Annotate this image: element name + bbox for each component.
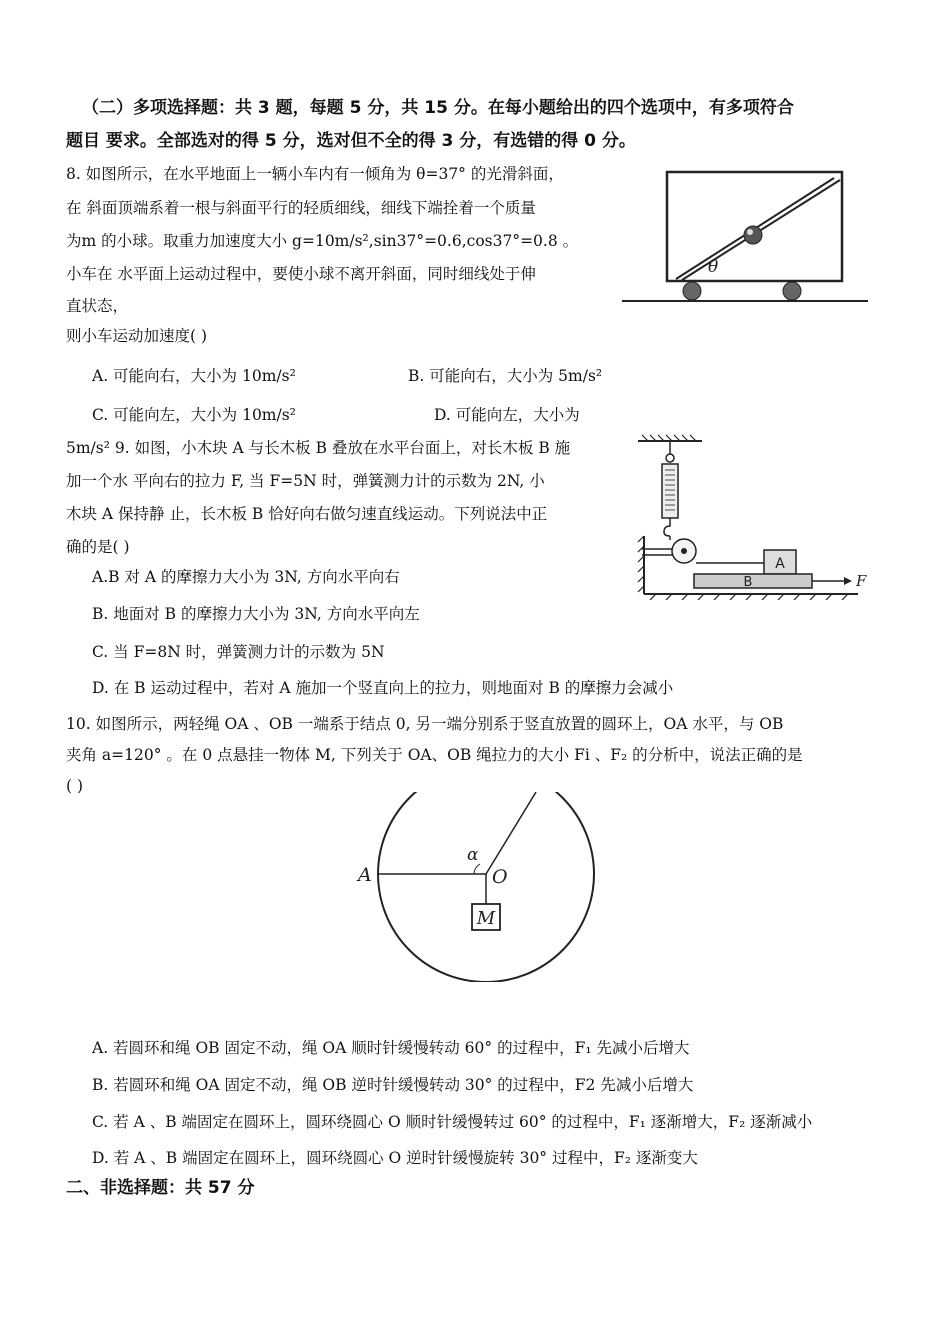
q8-stem-line3: 为m 的小球。取重力加速度大小 g=10m/s²,sin37°=0.6,cos37°=0.8 。 [66,232,579,250]
q9-stem-line2: 加一个水 平向右的拉力 F, 当 F=5N 时，弹簧测力计的示数为 2N, 小 [66,472,545,490]
q8-angle-label: θ [708,257,719,277]
q10-alpha-label: α [467,845,479,865]
q9-option-c: C. 当 F=8N 时，弹簧测力计的示数为 5N [92,643,385,661]
q9-stem-line3: 木块 A 保持静 止，长木板 B 恰好向右做匀速直线运动。下列说法中正 [66,505,548,523]
q10-option-d: D. 若 A 、B 端固定在圆环上，圆环绕圆心 O 逆时针缓慢旋转 30° 过程中，F₂ 逐渐变大 [92,1149,698,1167]
q10-mass-label: M [476,908,496,929]
q10-point-a-label: A [358,864,372,886]
q8-stem-line5: 直状态， [66,297,129,315]
q9-option-b: B. 地面对 B 的摩擦力大小为 3N, 方向水平向左 [92,605,420,623]
q10-point-o-label: O [492,866,508,888]
section-heading-line2: 题目 要求。全部选对的得 5 分，选对但不全的得 3 分，有选错的得 0 分。 [66,131,636,151]
q9-block-a-label: A [775,556,785,572]
q10-stem-line3: ( ) [66,777,84,795]
q8-stem-line6: 则小车运动加速度( ) [66,327,208,345]
q9-stem-line1: 5m/s² 9. 如图，小木块 A 与长木板 B 叠放在水平台面上，对长木板 B 施 [66,439,571,457]
q9-board-b-label: B [743,575,753,590]
q9-option-a: A.B 对 A 的摩擦力大小为 3N, 方向水平向右 [92,568,400,586]
q8-option-d: D. 可能向左，大小为 [434,406,580,424]
q9-stem-line4: 确的是( ) [66,538,130,556]
part2-heading: 二、非选择题：共 57 分 [66,1178,255,1198]
q10-option-c: C. 若 A 、B 端固定在圆环上，圆环绕圆心 O 顺时针缓慢转过 60° 的过程中，F₁ 逐渐增大，F₂ 逐渐减小 [92,1113,813,1131]
q9-spring-figure [636,434,872,600]
q9-force-label: F [856,572,867,590]
q8-stem-line4: 小车在 水平面上运动过程中，要使小球不离开斜面，同时细线处于伸 [66,265,536,283]
q8-stem-line1: 8. 如图所示，在水平地面上一辆小车内有一倾角为 θ=37° 的光滑斜面， [66,165,564,183]
section-heading-line1: （二）多项选择题：共 3 题，每题 5 分，共 15 分。在每小题给出的四个选项中，有多项符合 [82,98,794,118]
q10-stem-line2: 夹角 a=120° 。在 0 点悬挂一物体 M, 下列关于 OA、OB 绳拉力的大小 Fi 、F₂ 的分析中，说法正确的是 [66,746,803,764]
q8-option-a: A. 可能向右，大小为 10m/s² [92,367,296,385]
q8-cart-figure [620,168,870,308]
q10-option-a: A. 若圆环和绳 OB 固定不动，绳 OA 顺时针缓慢转动 60° 的过程中，F₁ 先减小后增大 [92,1039,690,1057]
q8-option-b: B. 可能向右，大小为 5m/s² [408,367,603,385]
q10-option-b: B. 若圆环和绳 OA 固定不动，绳 OB 逆时针缓慢转动 30° 的过程中，F2 先减小后增大 [92,1076,694,1094]
q10-stem-line1: 10. 如图所示，两轻绳 OA 、OB 一端系于结点 0, 另一端分别系于竖直放置的圆环上，OA 水平，与 OB [66,715,784,733]
q10-ring-figure [350,792,610,984]
q9-option-d: D. 在 B 运动过程中，若对 A 施加一个竖直向上的拉力，则地面对 B 的摩擦力会减小 [92,679,674,697]
q8-option-c: C. 可能向左，大小为 10m/s² [92,406,296,424]
q8-stem-line2: 在 斜面顶端系着一根与斜面平行的轻质细线，细线下端拴着一个质量 [66,199,536,217]
